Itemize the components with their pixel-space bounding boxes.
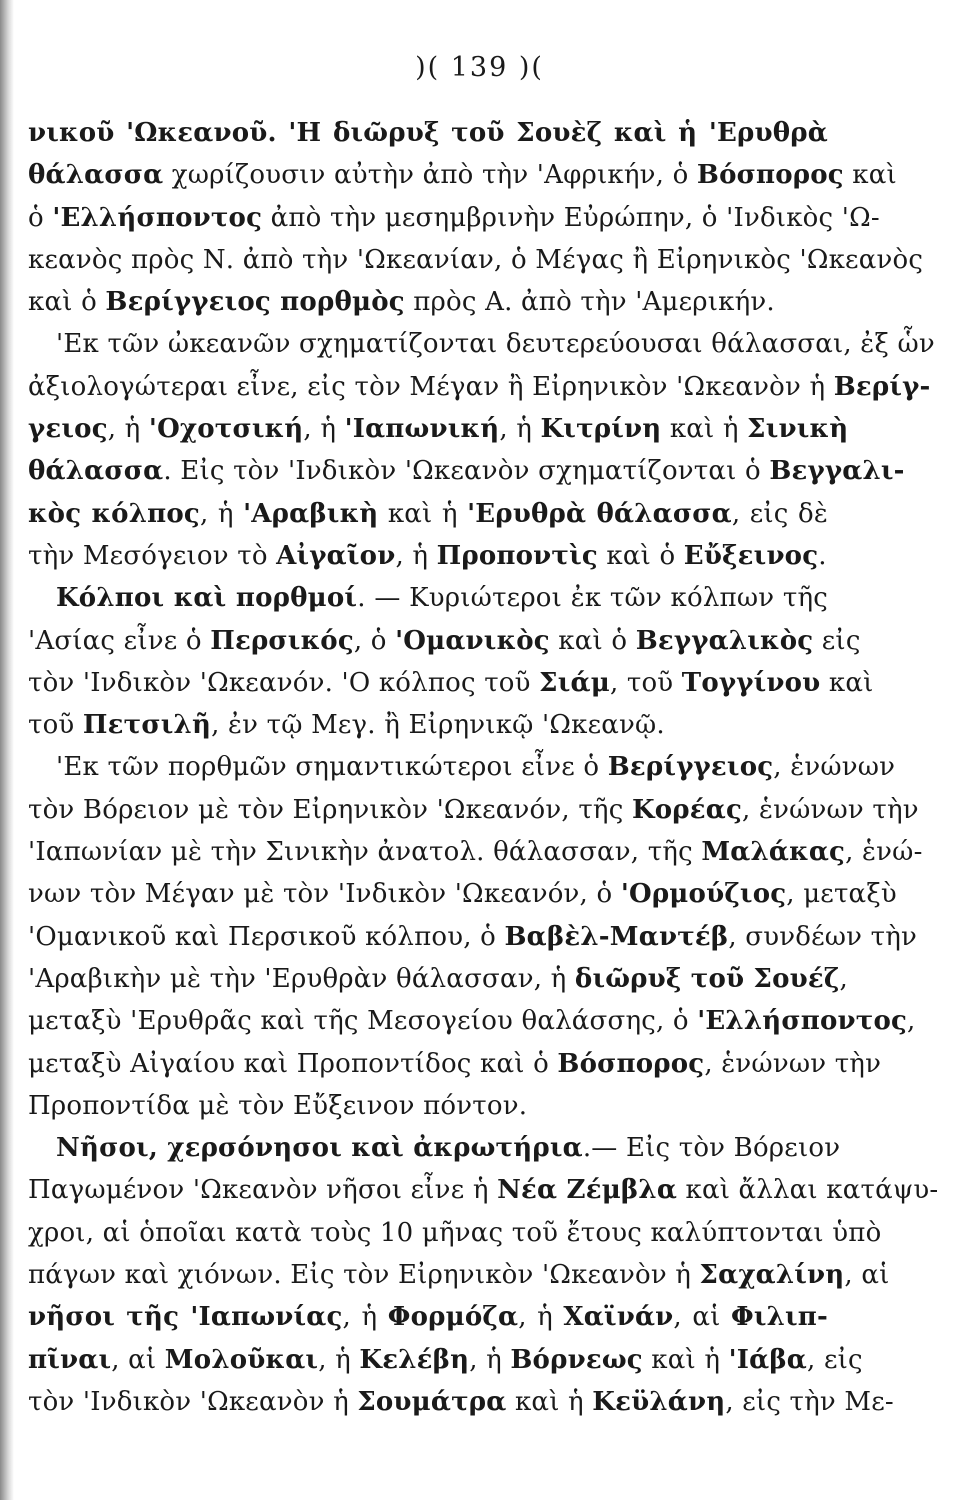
text-run: , ἑνώνων τὴν — [704, 1048, 882, 1079]
text-run: , εἰς — [807, 1344, 863, 1375]
text-run: πάγων καὶ χιόνων. Εἰς τὸν Εἰρηνικὸν 'Ωκεανὸν ἡ — [28, 1260, 700, 1291]
text-line — [28, 1000, 916, 1042]
text-run: ἀξιολογώτεραι εἶνε, εἰς τὸν Μέγαν ἢ Εἰρηνικὸν 'Ωκεανὸν ἡ — [28, 371, 834, 402]
bold-term: Τογγίνου — [681, 667, 821, 698]
text-line — [28, 1339, 863, 1381]
text-run: εἰς — [813, 625, 861, 656]
bold-term: Κελέβη — [359, 1344, 470, 1375]
text-run: Παγωμένον 'Ωκεανὸν νῆσοι εἶνε ἡ — [28, 1175, 498, 1206]
bold-term: 'Ομανικὸς — [395, 625, 550, 656]
text-run: ὁ — [28, 202, 53, 233]
text-line — [28, 1212, 882, 1254]
bold-term: 'Ελλήσποντος — [52, 202, 263, 233]
text-run: , μεταξὺ — [786, 879, 897, 910]
text-line — [28, 112, 828, 154]
bold-term: Φιλιπ- — [730, 1302, 829, 1333]
bold-term: θάλασσα — [28, 456, 164, 487]
text-run: καὶ ἄλλαι κατάψυ- — [677, 1175, 939, 1206]
bold-term: Νέα Ζέμβλα — [497, 1175, 678, 1206]
bold-term: Περσικός — [210, 625, 354, 656]
text-line — [28, 1381, 894, 1423]
text-run: τὴν Μεσόγειον τὸ — [28, 540, 277, 571]
bold-term: Βόρνεως — [510, 1344, 643, 1375]
bold-term: 'Αραβικὴ — [243, 498, 379, 529]
text-run: καὶ — [843, 160, 897, 191]
bold-term: Βεγγαλικὸς — [635, 625, 814, 656]
bold-term: Κιτρίνη — [540, 414, 662, 445]
text-line — [28, 323, 935, 365]
bold-term: Βερίγγειος — [607, 752, 774, 783]
page-binding-shadow — [0, 0, 14, 1500]
text-run: , αἱ — [111, 1344, 165, 1375]
bold-term: Φορμόζα — [387, 1302, 519, 1333]
text-line — [28, 450, 905, 492]
bold-term: Σαχαλίνη — [699, 1260, 845, 1291]
text-run: . — [818, 540, 827, 571]
bold-term: 'Ερυθρὰ θάλασσα — [467, 498, 732, 529]
text-line — [28, 831, 923, 873]
bold-term: θάλασσα — [28, 160, 164, 191]
text-line — [28, 704, 828, 746]
text-run: . — Κυριώτεροι ἐκ τῶν κόλπων τῆς — [357, 583, 828, 614]
bold-term: 'Ιάβα — [728, 1344, 808, 1375]
bold-term: κὸς κόλπος — [28, 498, 200, 529]
bold-term: 'Ελλήσποντος — [697, 1006, 908, 1037]
text-line — [28, 239, 924, 281]
text-run: , συνδέων τὴν — [728, 921, 918, 952]
text-run: , — [839, 963, 848, 994]
text-run: , αἱ — [844, 1260, 890, 1291]
text-run: , ὁ — [353, 625, 396, 656]
text-run: 'Εκ τῶν πορθμῶν σημαντικώτεροι εἶνε ὁ — [56, 752, 608, 783]
text-run: . Εἰς τὸν 'Ινδικὸν 'Ωκεανὸν σχηματίζονται ὁ — [163, 456, 770, 487]
text-line — [28, 493, 828, 535]
bold-term: νικοῦ 'Ωκεανοῦ. 'Η διῶρυξ τοῦ Σουὲζ καὶ ἡ 'Ερυθρὰ — [28, 118, 828, 148]
text-run: καὶ ἡ — [661, 414, 748, 445]
text-run: χροι, αἱ ὁποῖαι κατὰ τοὺς 10 μῆνας τοῦ ἔτους καλύπτονται ὑπὸ — [28, 1217, 882, 1248]
text-line — [28, 1254, 890, 1296]
text-line — [28, 1043, 882, 1085]
text-line — [28, 154, 897, 196]
bold-term: Σουμάτρα — [357, 1386, 507, 1417]
text-run: , ἡ — [107, 414, 149, 445]
text-run: μεταξὺ Αἰγαίου καὶ Προποντίδος καὶ ὁ — [28, 1048, 558, 1079]
bold-term: 'Οχοτσική — [148, 414, 304, 445]
text-line — [28, 789, 919, 831]
bold-term: διῶρυξ τοῦ Σουέζ — [574, 963, 840, 994]
text-run: , ἡ — [395, 540, 437, 571]
text-line — [28, 1169, 939, 1211]
text-run: , τοῦ — [609, 667, 682, 698]
text-run: , — [907, 1006, 916, 1037]
bold-term: Βόσπορος — [557, 1048, 705, 1079]
text-run: , αἱ — [673, 1302, 731, 1333]
bold-term: 'Ορμούζιος — [620, 879, 787, 910]
bold-term: Αἰγαῖον — [276, 540, 396, 571]
text-run: , ἐν τῷ Μεγ. ἢ Εἰρηνικῷ 'Ωκεανῷ. — [211, 710, 665, 741]
text-run: τὸν 'Ινδικὸν 'Ωκεανόν. 'Ο κόλπος τοῦ — [28, 667, 540, 698]
text-run: Προποντίδα μὲ τὸν Εὔξεινον πόντον. — [28, 1090, 528, 1121]
bold-term: Βόσπορος — [696, 160, 844, 191]
text-run: κεανὸς πρὸς Ν. ἀπὸ τὴν 'Ωκεανίαν, ὁ Μέγας ἢ Εἰρηνικὸς 'Ωκεανὸς — [28, 244, 924, 275]
text-line — [28, 916, 918, 958]
body-text — [28, 112, 939, 1423]
bold-term: Βαβὲλ-Μαντέβ — [504, 921, 729, 952]
text-run: , ἑνώνων τὴν — [742, 794, 919, 825]
text-run: , ἡ — [318, 1344, 360, 1375]
bold-term: νῆσοι τῆς 'Ιαπωνίας — [28, 1302, 343, 1333]
text-run: .— Εἰς τὸν Βόρειον — [582, 1133, 841, 1164]
text-line — [28, 281, 828, 323]
bold-term: Σιάμ — [539, 667, 610, 698]
text-run: , ἑνώ- — [845, 837, 923, 868]
text-run: τὸν 'Ινδικὸν 'Ωκεανὸν ἡ — [28, 1386, 358, 1417]
text-run: καὶ ὁ — [597, 540, 684, 571]
text-line — [28, 1296, 828, 1338]
bold-term: Κόλποι καὶ πορθμοί — [56, 583, 358, 614]
text-line — [28, 746, 896, 788]
text-run: τὸν Βόρειον μὲ τὸν Εἰρηνικὸν 'Ωκεανόν, τῆς — [28, 794, 632, 825]
text-run: , εἰς δὲ — [731, 498, 828, 529]
text-line — [28, 620, 861, 662]
text-line — [28, 577, 828, 619]
text-run: καὶ — [820, 667, 874, 698]
bold-term: Βερίγγειος πορθμὸς — [105, 287, 405, 318]
text-line — [28, 873, 897, 915]
text-run: τοῦ — [28, 710, 83, 741]
bold-term: Βεγγαλι- — [769, 456, 905, 487]
text-run: 'Ασίας εἶνε ὁ — [28, 625, 211, 656]
text-run: μεταξὺ 'Ερυθρᾶς καὶ τῆς Μεσογείου θαλάσσης, ὁ — [28, 1006, 698, 1037]
text-run: νων τὸν Μέγαν μὲ τὸν 'Ινδικὸν 'Ωκεανόν, ὁ — [28, 879, 621, 910]
text-line — [28, 1127, 841, 1169]
text-run: καὶ ἡ — [506, 1386, 593, 1417]
bold-term: Μαλάκας — [701, 837, 846, 868]
bold-term: Κεϋλάνη — [592, 1386, 726, 1417]
bold-term: Νῆσοι, χερσόνησοι καὶ ἀκρωτήρια — [56, 1133, 583, 1164]
text-run: καὶ ὁ — [28, 287, 106, 318]
text-run: , ἡ — [199, 498, 244, 529]
text-run: 'Ιαπωνίαν μὲ τὴν Σινικὴν ἀνατολ. θάλασσαν, τῆς — [28, 837, 702, 868]
text-run: πρὸς Α. ἀπὸ τὴν 'Αμερικήν. — [404, 287, 775, 318]
text-run: , ἡ — [303, 414, 345, 445]
text-run: , ἑνώνων — [773, 752, 896, 783]
text-line — [28, 958, 848, 1000]
bold-term: Σινικὴ — [747, 414, 849, 445]
bold-term: γειος — [28, 414, 108, 445]
page-number: )( 139 )( — [415, 52, 544, 83]
bold-term: Βερίγ- — [833, 371, 931, 402]
text-line — [28, 408, 849, 450]
text-run: καὶ ὁ — [549, 625, 636, 656]
text-line — [28, 662, 874, 704]
text-run: ἀπὸ τὴν μεσημβρινὴν Εὐρώπην, ὁ 'Ινδικὸς 'Ω- — [262, 202, 880, 233]
text-run: καὶ ἡ — [378, 498, 468, 529]
text-line — [28, 1085, 828, 1127]
text-run: , ἡ — [469, 1344, 511, 1375]
bold-term: Πετσιλῆ — [82, 710, 212, 741]
text-run: 'Αραβικὴν μὲ τὴν 'Ερυθρὰν θάλασσαν, ἡ — [28, 963, 575, 994]
text-run: 'Εκ τῶν ὠκεανῶν σχηματίζονται δευτερεύουσαι θάλασσαι, ἐξ ὧν — [56, 329, 935, 360]
text-run: , ἡ — [499, 414, 541, 445]
bold-term: Μολοῦκαι — [164, 1344, 319, 1375]
text-run: χωρίζουσιν αὐτὴν ἀπὸ τὴν 'Αφρικήν, ὁ — [163, 160, 697, 191]
text-run: , εἰς τὴν Με- — [725, 1386, 894, 1417]
bold-term: πῖναι — [28, 1344, 112, 1375]
bold-term: Εὔξεινος — [683, 540, 819, 571]
text-line — [28, 197, 880, 239]
text-run: , ἡ — [518, 1302, 564, 1333]
bold-term: Προποντὶς — [436, 540, 598, 571]
text-run: καὶ ἡ — [642, 1344, 729, 1375]
bold-term: Χαϊνάν — [563, 1302, 674, 1333]
text-line — [28, 366, 931, 408]
bold-term: 'Ιαπωνική — [344, 414, 500, 445]
bold-term: Κορέας — [631, 794, 743, 825]
text-run: , ἡ — [342, 1302, 388, 1333]
text-line — [28, 535, 828, 577]
text-run: 'Ομανικοῦ καὶ Περσικοῦ κόλπου, ὁ — [28, 921, 505, 952]
